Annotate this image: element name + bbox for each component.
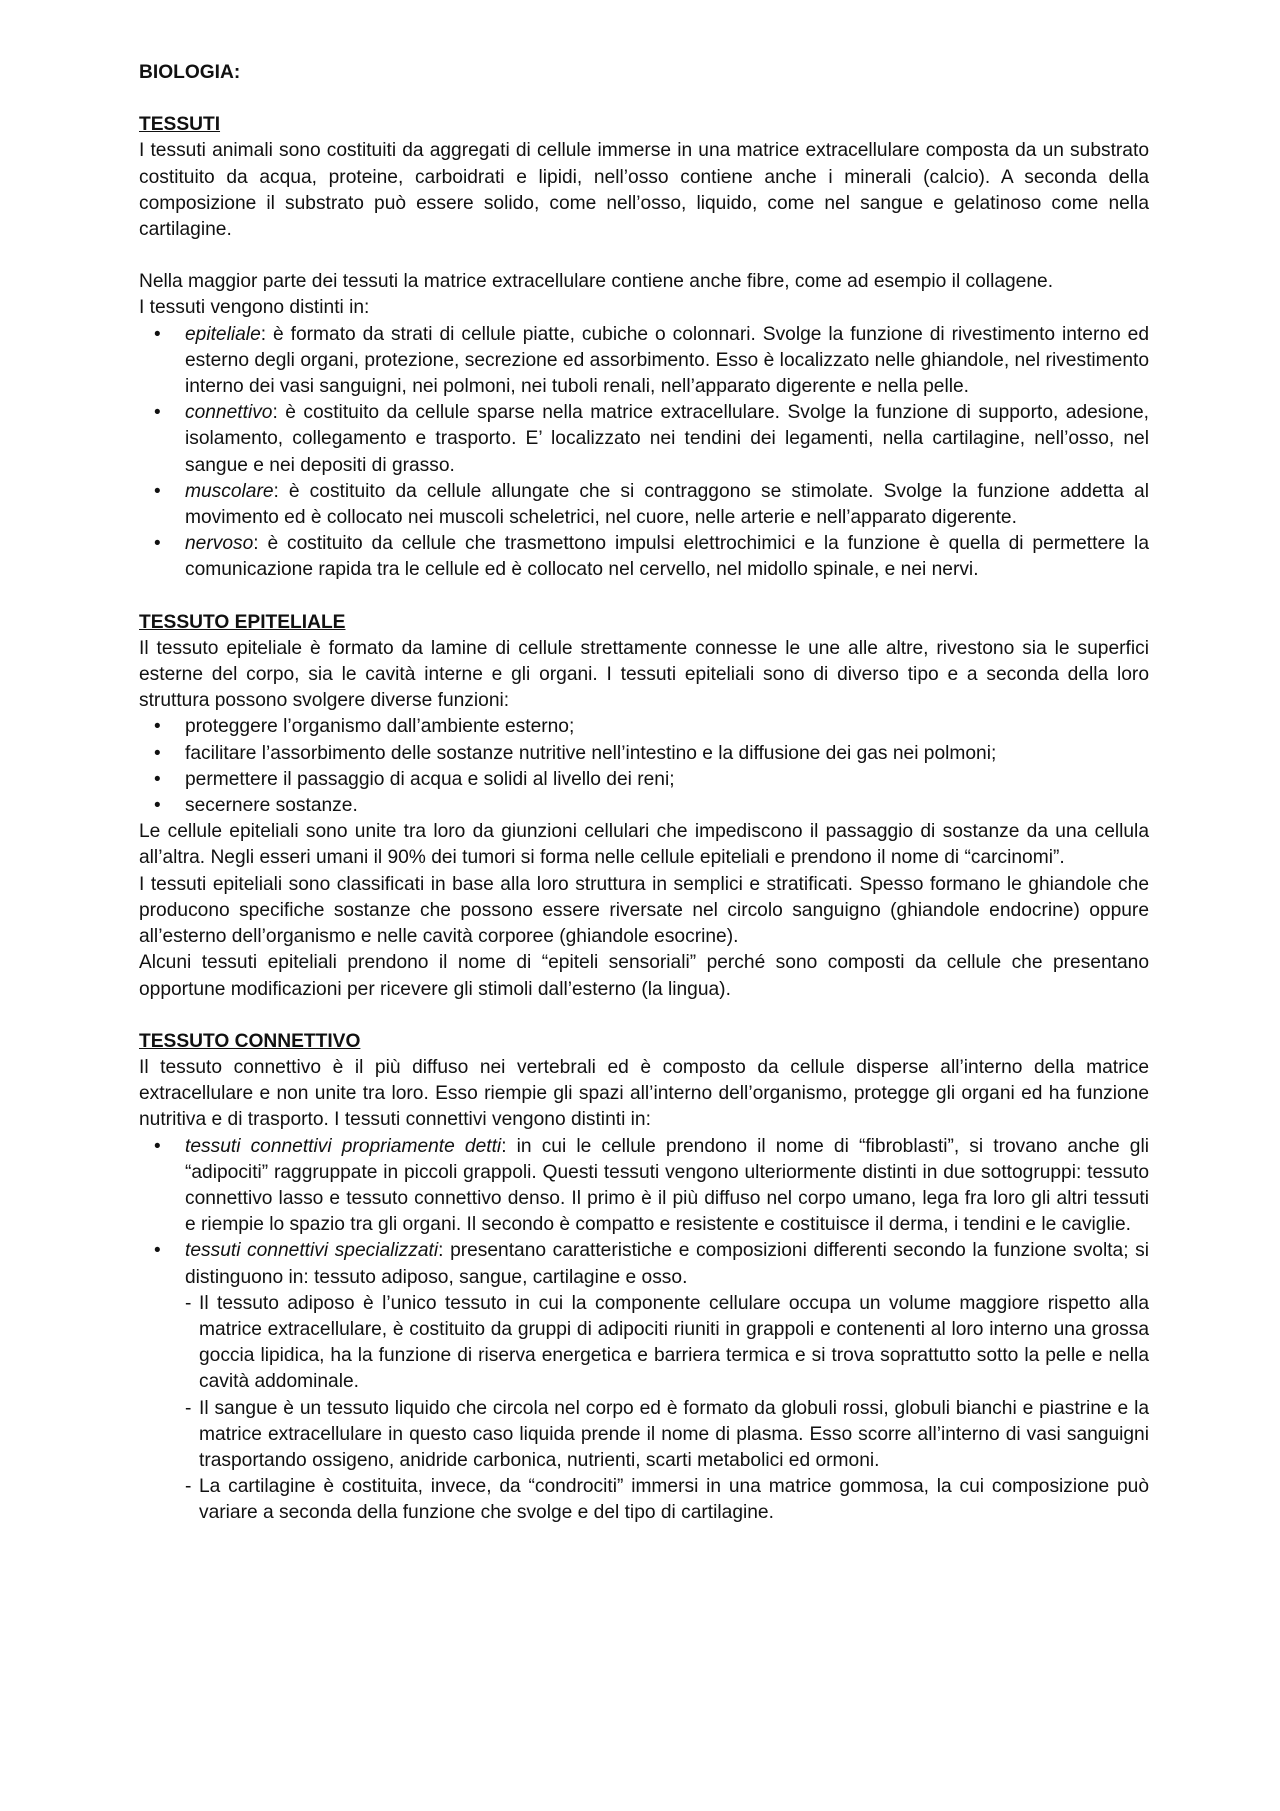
bullet-icon: • [154,1240,161,1262]
document-page [139,60,1149,1527]
term: muscolare [185,480,274,502]
item-text: : è costituito da cellule allungate che si contraggono se stimolate. Svolge la funzione addetta al movimento ed è collocato nei muscoli scheletrici, nel cuore, nelle arterie e nell’apparato digerente. [185,480,1149,529]
item-text: La cartilagine è costituita, invece, da “condrociti” immersi in una matrice gommosa, la cui composizione può variare a seconda della funzione che svolge e del tipo di cartilagine. [199,1476,1149,1524]
paragraph: I tessuti vengono distinti in: [139,297,370,319]
list-item [139,400,1149,479]
item-text: permettere il passaggio di acqua e solidi al livello dei reni; [185,768,675,790]
term: tessuti connettivi specializzati [185,1240,439,1262]
list-item [139,793,1149,819]
bullet-icon: • [154,1135,161,1157]
list-item [139,714,1149,740]
item-text: facilitare l’assorbimento delle sostanze nutritive nell’intestino e la diffusione dei gas nei polmoni; [185,742,997,764]
epithelial-functions-list [139,714,1149,819]
paragraph: Nella maggior parte dei tessuti la matrice extracellulare contiene anche fibre, come ad esempio il collagene. [139,271,1054,293]
spacer [139,584,1149,610]
dash-icon: - [185,1292,192,1314]
spacer [139,1003,1149,1029]
list-item [139,322,1149,401]
item-text: : è costituito da cellule sparse nella matrice extracellulare. Svolge la funzione di supporto, adesione, isolamento, collegamento e trasporto. E’ localizzato nei tendini dei legamenti, nella cartilagine, nell’osso, nel sangue e nei depositi di grasso. [185,402,1149,476]
spacer [139,243,1149,269]
paragraph: Il tessuto connettivo è il più diffuso nei vertebrali ed è composto da cellule disperse all’interno della matrice extracellulare e non unite tra loro. Esso riempie gli spazi all’interno dell’organismo, protegge gli organi ed ha funzione nutritiva e di trasporto. I tessuti connettivi vengono distinti in: [139,1056,1149,1131]
list-item [139,1134,1149,1239]
item-text: Il sangue è un tessuto liquido che circola nel corpo ed è formato da globuli rossi, globuli bianchi e piastrine e la matrice extracellulare in questo caso liquida prende il nome di plasma. Esso scorre all’interno di vasi sanguigni trasportando ossigeno, anidride carbonica, nutrienti, scarti metabolici ed ormoni. [199,1397,1149,1471]
list-item [139,1396,1149,1475]
item-text: Il tessuto adiposo è l’unico tessuto in cui la componente cellulare occupa un volume maggiore rispetto alla matrice extracellulare, è costituito da gruppi di adipociti riuniti in grappoli e contenenti al loro interno una grossa goccia lipidica, ha la funzione di riserva energetica e barriera termica e si trova soprattutto sotto la pelle e nella cavità addominale. [199,1292,1149,1393]
list-item [139,1474,1149,1526]
document-title: BIOLOGIA: [139,62,241,83]
dash-icon: - [185,1397,192,1419]
list-item [139,767,1149,793]
section-heading-tessuto-epiteliale: TESSUTO EPITELIALE [139,611,346,633]
item-text: secernere sostanze. [185,795,358,817]
paragraph: Le cellule epiteliali sono unite tra loro da giunzioni cellulari che impediscono il passaggio di sostanze da una cellula all’altra. Negli esseri umani il 90% dei tumori si forma nelle cellule epiteliali e prendono il nome di “carcinomi”. [139,821,1149,869]
term: tessuti connettivi propriamente detti [185,1135,502,1157]
item-text: : è formato da strati di cellule piatte, cubiche o colonnari. Svolge la funzione di rivestimento interno ed esterno degli organi, protezione, secrezione ed assorbimento. Esso è localizzato nelle ghiandole, nel rivestimento interno dei vasi sanguigni, nei polmoni, nei tuboli renali, nell’apparato digerente e nella pelle. [185,323,1149,398]
list-item [139,1238,1149,1290]
section-heading-tessuti: TESSUTI [139,114,221,136]
specialized-tissues-list [139,1291,1149,1527]
dash-icon: - [185,1476,192,1498]
list-item [139,1291,1149,1396]
section-heading-tessuto-connettivo: TESSUTO CONNETTIVO [139,1030,361,1052]
list-item [139,741,1149,767]
bullet-icon: • [154,402,161,424]
bullet-icon: • [154,480,161,502]
connective-types-list [139,1134,1149,1291]
term: epiteliale [185,323,261,345]
bullet-icon: • [154,768,161,790]
bullet-icon: • [154,716,161,738]
bullet-icon: • [154,742,161,764]
paragraph: Alcuni tessuti epiteliali prendono il nome di “epiteli sensoriali” perché sono composti da cellule che presentano opportune modificazioni per ricevere gli stimoli dall’esterno (la lingua). [139,952,1149,1000]
tissue-types-list [139,322,1149,584]
list-item [139,479,1149,531]
item-text: proteggere l’organismo dall’ambiente esterno; [185,716,575,738]
term: connettivo [185,402,273,424]
item-text: : è costituito da cellule che trasmettono impulsi elettrochimici e la funzione è quella di permettere la comunicazione rapida tra le cellule ed è collocato nel cervello, nel midollo spinale, e nei nervi. [185,533,1149,581]
paragraph: Il tessuto epiteliale è formato da lamine di cellule strettamente connesse le une alle altre, rivestono sia le superfici esterne del corpo, sia le cavità interne e gli organi. I tessuti epiteliali sono di diverso tipo e a seconda della loro struttura possono svolgere diverse funzioni: [139,637,1149,712]
item-text: : presentano caratteristiche e composizioni differenti secondo la funzione svolta; si distinguono in: tessuto adiposo, sangue, cartilagine e osso. [185,1240,1149,1288]
bullet-icon: • [154,533,161,555]
bullet-icon: • [154,795,161,817]
term: nervoso [185,533,254,555]
bullet-icon: • [154,323,161,345]
list-item [139,531,1149,583]
paragraph: I tessuti animali sono costituiti da aggregati di cellule immerse in una matrice extracellulare composta da un substrato costituito da acqua, proteine, carboidrati e lipidi, nell’osso contiene anche i minerali (calcio). A seconda della composizione il substrato può essere solido, come nell’osso, liquido, come nel sangue e gelatinoso come nella cartilagine. [139,140,1149,241]
item-text: : in cui le cellule prendono il nome di “fibroblasti”, si trovano anche gli “adipociti” raggruppate in piccoli grappoli. Questi tessuti vengono ulteriormente distinti in due sottogruppi: tessuto connettivo lasso e tessuto connettivo denso. Il primo è il più diffuso nel corpo umano, lega fra loro gli altri tessuti e riempie lo spazio tra gli organi. Il secondo è compatto e resistente e costituisce il derma, i tendini e le caviglie. [185,1135,1149,1236]
paragraph: I tessuti epiteliali sono classificati in base alla loro struttura in semplici e stratificati. Spesso formano le ghiandole che producono specifiche sostanze che possono essere riversate nel circolo sanguigno (ghiandole endocrine) oppure all’esterno dell’organismo e nelle cavità corporee (ghiandole esocrine). [139,873,1149,948]
